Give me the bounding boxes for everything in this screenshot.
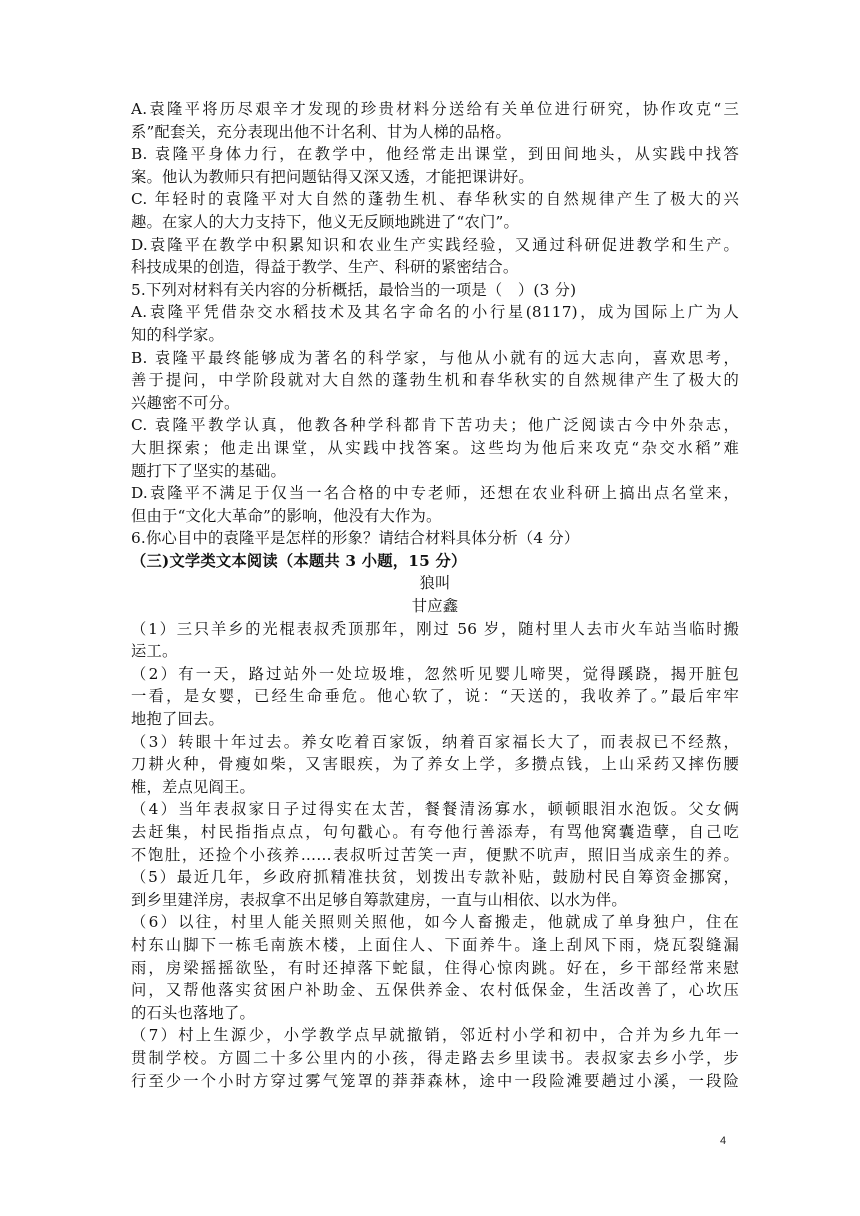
text-line: 一看，是女婴，已经生命垂危。他心软了，说：“天送的，我收养了。”最后牢牢: [131, 687, 739, 706]
text-line: C. 袁隆平教学认真，他教各种学科都肯下苦功夫；他广泛阅读古今中外杂志，: [131, 416, 739, 435]
text-line: 5.下列对材料有关内容的分析概括，最恰当的一项是（ ）(3 分): [131, 280, 577, 299]
text-line: （4）当年表叔家日子过得实在太苦，餐餐清汤寡水，顿顿眼泪水泡饭。父女俩: [131, 800, 739, 819]
text-line: 贯制学校。方圆二十多公里内的小孩，得走路去乡里读书。表叔家去乡小学，步: [131, 1048, 739, 1067]
text-line: 6.你心目中的袁隆平是怎样的形象？请结合材料具体分析（4 分）: [131, 529, 580, 548]
text-line: 案。他认为教师只有把问题钻得又深又透，才能把课讲好。: [131, 167, 534, 186]
document-page: [131, 98, 739, 1092]
text-line: D.袁隆平不满足于仅当一名合格的中专老师，还想在农业科研上搞出点名堂来，: [131, 484, 739, 503]
text-line: 不饱肚，还捡个小孩养……表叔听过苦笑一声，便默不吭声，照旧当成亲生的养。: [131, 845, 739, 864]
text-line: 到乡里建洋房，表叔拿不出足够自筹款建房，一直与山相依、以水为伴。: [131, 890, 627, 909]
text-line: 系”配套关，充分表现出他不计名利、甘为人梯的品格。: [131, 122, 511, 141]
text-line: D.袁隆平在教学中积累知识和农业生产实践经验，又通过科研促进教学和生产。: [131, 235, 739, 254]
text-line: 去赶集，村民指指点点，句句戳心。有夸他行善添寿，有骂他窝囊造孽，自己吃: [131, 823, 739, 841]
text-line: 村东山脚下一栋毛南族木楼，上面住人、下面养牛。逢上刮风下雨，烧瓦裂缝漏: [131, 935, 739, 954]
text-line: B. 袁隆平最终能够成为著名的科学家，与他从小就有的远大志向，喜欢思考，: [131, 348, 739, 367]
text-line: 但由于“文化大革命”的影响，他没有大作为。: [131, 506, 442, 525]
text-line: 运工。: [131, 642, 178, 661]
text-line: 趣。在家人的大力支持下，他义无反顾地跳进了“农门”。: [131, 212, 519, 231]
text-line: 地抱了回去。: [131, 710, 224, 729]
text-line: 科技成果的创造，得益于教学、生产、科研的紧密结合。: [131, 258, 519, 277]
text-line: 问，又帮他落实贫困户补助金、五保供养金、农村低保金，生活改善了，心坎压: [131, 981, 739, 1000]
text-line: A.袁隆平将历尽艰辛才发现的珍贵材料分送给有关单位进行研究，协作攻克“三: [131, 100, 739, 118]
text-line: C. 年轻时的袁隆平对大自然的蓬勃生机、春华秋实的自然规律产生了极大的兴: [131, 190, 739, 209]
text-line: A.袁隆平凭借杂交水稻技术及其名字命名的小行星(8117)，成为国际上广为人: [131, 303, 739, 322]
text-line: 雨，房梁摇摇欲坠，有时还掉落下蛇鼠，住得心惊肉跳。好在，乡干部经常来慰: [131, 958, 739, 977]
text-line: 兴趣密不可分。: [131, 393, 240, 412]
page-number: 4: [720, 1135, 727, 1147]
text-line: （6）以往，村里人能关照则关照他，如今人畜搬走，他就成了单身独户，住在: [131, 913, 739, 932]
text-line: B. 袁隆平身体力行，在教学中，他经常走出课堂，到田间地头，从实践中找答: [131, 145, 739, 164]
text-line: （7）村上生源少，小学教学点早就撤销，邻近村小学和初中，合并为乡九年一: [131, 1026, 739, 1045]
text-line: （5）最近几年，乡政府抓精准扶贫，划拨出专款补贴，鼓励村民自筹资金挪窝，: [131, 868, 739, 887]
heading-line: 狼叫: [419, 574, 451, 593]
text-line: （1）三只羊乡的光棍表叔秃顶那年，刚过 56 岁，随村里人去市火车站当临时搬: [131, 619, 739, 638]
text-line: 题打下了坚实的基础。: [131, 461, 286, 480]
text-line: 善于提问，中学阶段就对大自然的蓬勃生机和春华秋实的自然规律产生了极大的: [131, 371, 739, 390]
text-line: 刀耕火种，骨瘦如柴，又害眼疾，为了养女上学，多攒点钱，上山采药又摔伤腰: [131, 755, 739, 774]
text-line: 知的科学家。: [131, 325, 224, 344]
text-line: （三)文学类文本阅读（本题共 3 小题，15 分）: [131, 551, 467, 570]
text-line: 大胆探索；他走出课堂，从实践中找答案。这些均为他后来攻克“杂交水稻”难: [131, 438, 739, 457]
text-line: 椎，差点见阎王。: [131, 777, 255, 796]
text-line: 行至少一个小时方穿过雾气笼罩的莽莽森林，途中一段险滩要趟过小溪，一段险: [131, 1071, 739, 1090]
text-line: 的石头也落地了。: [131, 1003, 255, 1022]
heading-line: 甘应鑫: [411, 597, 459, 616]
text-line: （2）有一天，路过站外一处垃圾堆，忽然听见婴儿啼哭，觉得蹊跷，揭开脏包: [131, 664, 739, 683]
text-line: （3）转眼十年过去。养女吃着百家饭，纳着百家福长大了，而表叔已不经熬，: [131, 732, 739, 751]
